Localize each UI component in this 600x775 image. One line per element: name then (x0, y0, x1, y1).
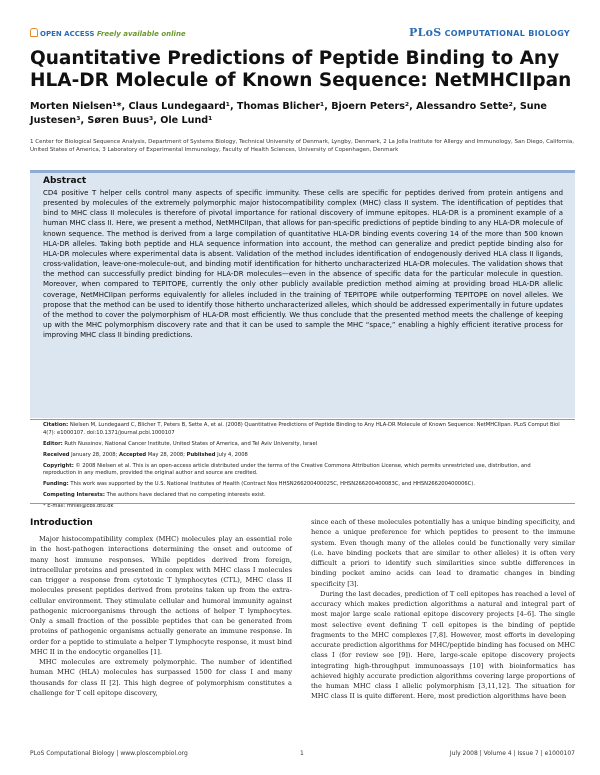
paragraph: MHC molecules are extremely polymorphic. The number of identified human MHC (HLA) molecules has surpassed 1500 for class I and many thousands for class II [2]. This high degree of polymorphism constitutes a challenge for T cell epitope discovery, (30, 658, 292, 697)
open-access-banner (30, 28, 186, 38)
dates (43, 452, 563, 460)
article-metadata (43, 422, 563, 514)
freely-available-label: Freely available online (96, 30, 186, 38)
editor-text: Ruth Nussinov, National Cancer Institute, United States of America, and Tel Aviv University, Israel (64, 440, 318, 447)
funding (43, 481, 563, 489)
footer-issue: July 2008 | Volume 4 | Issue 7 | e1000107 (449, 750, 575, 757)
article-title: Quantitative Predictions of Peptide Binding to Any HLA-DR Molecule of Known Sequence: NetMHCIIpan (30, 48, 572, 91)
competing-text: The authors have declared that no competing interests exist. (106, 492, 266, 498)
funding-text: This work was supported by the U.S. National Institutes of Health (Contract Nos HHSN266200400025C, HHSN266200400083C, and HHSN266200400006C). (70, 481, 475, 487)
page-number: 1 (300, 750, 304, 757)
citation (43, 422, 563, 437)
abstract-heading: Abstract (43, 176, 87, 186)
paragraph: During the last decades, prediction of T cell epitopes has reached a level of accuracy which makes prediction algorithms a natural and integral part of most major large scale rational epitope discovery projects [4–6]. The single most selective event defining T cell epitopes is the binding of peptide fragments to the MHC complexes [7,8]. However, most efforts in developing accurate prediction algorithms for MHC/peptide binding has focused on MHC class I (for review see [9]). Here, large-scale epitope discovery projects integrating high-throughput immunoassays [10] with bioinformatics has achieved highly accurate prediction algorithms covering large proportions of the human MHC class I allelic polymorphism [3,11,12]. The situation for MHC class II is quite different. Here, most prediction algorithms have been (311, 589, 575, 701)
email: * E-mail: mniel@cbs.dtu.dk (43, 503, 114, 509)
copyright-label: Copyright: (43, 462, 74, 469)
journal-logo (409, 26, 570, 39)
footer-journal: PLoS Computational Biology | www.ploscompbiol.org (30, 750, 188, 757)
accepted-date: May 28, 2008; (147, 451, 185, 458)
competing-interests (43, 492, 563, 500)
copyright-text: © 2008 Nielsen et al. This is an open-access article distributed under the terms of the Creative Commons Attribution License, which permits unrestricted use, distribution, and reproduction in any medium, provided the original author and source are credited. (43, 462, 531, 476)
body-column-right (311, 517, 575, 702)
open-access-lock-icon (30, 28, 38, 37)
journal-name: COMPUTATIONAL BIOLOGY (444, 29, 570, 38)
open-label: OPEN (40, 30, 62, 38)
author-list: Morten Nielsen¹*, Claus Lundegaard¹, Thomas Blicher¹, Bjoern Peters², Alessandro Sette², Sune Justesen³, Søren Buus³, Ole Lund¹ (30, 101, 547, 126)
accepted-label: Accepted (118, 451, 147, 458)
plos-label: PLoS (409, 26, 442, 39)
affiliations: 1 Center for Biological Sequence Analysis, Department of Systems Biology, Technical University of Denmark, Lyngby, Denmark, 2 La Jolla Institute for Allergy and Immunology, San Diego, California, United States of America, 3 Laboratory of Experimental Immunology, Faculty of Health Sciences, University of Copenhagen, Denmark (30, 139, 574, 153)
copyright (43, 463, 563, 478)
divider (30, 503, 575, 504)
editor-label: Editor: (43, 440, 63, 447)
editor (43, 441, 563, 449)
citation-label: Citation: (43, 422, 69, 428)
introduction-heading: Introduction (30, 518, 93, 528)
paragraph: since each of these molecules potentially has a unique binding specificity, and hence a unique preference for which peptides to present to the immune system. Even though many of the alleles could be functionally very similar (i.e. have binding pockets that are similar to other alleles) it is often very difficult a priori to identify such similarities since subtle differences in binding pocket amino acids can lead to dramatic changes in binding specificity [3]. (311, 518, 575, 588)
received-date: January 28, 2008; (71, 451, 118, 458)
page-header (0, 0, 600, 48)
body-column-left (30, 534, 292, 698)
published-label: Published (186, 451, 216, 458)
abstract-text: CD4 positive T helper cells control many aspects of specific immunity. These cells are specific for peptides derived from protein antigens and presented by molecules of the extremely polymorphic major histocompatibility complex (MHC) class II system. The identification of peptides that bind to MHC class II molecules is therefore of pivotal importance for rational discovery of immune epitopes. HLA-DR is a prominent example of a human MHC class II. Here, we present a method, NetMHCIIpan, that allows for pan-specific predictions of peptide binding to any HLA-DR molecule of known sequence. The method is derived from a large compilation of quantitative HLA-DR binding events covering 14 of the more than 500 known HLA-DR alleles. Taking both peptide and HLA sequence information into account, the method can generalize and predict peptide binding also for HLA-DR molecules where experimental data is absent. Validation of the method includes identification of endogenously derived HLA class II ligands, cross-validation, leave-one-molecule-out, and binding motif identification for hitherto uncharacterized HLA-DR molecules. The validation shows that the method can successfully predict binding for HLA-DR molecules—even in the absence of specific data for the particular molecule in question. Moreover, when compared to TEPITOPE, currently the only other publicly available prediction method aiming at providing broad HLA-DR allelic coverage, NetMHCIIpan performs equivalently for alleles included in the training of TEPITOPE while outperforming TEPITOPE on novel alleles. We propose that the method can be used to identify those hitherto uncharacterized alleles, which should be addressed experimentally in future updates of the method to cover the polymorphism of HLA-DR most efficiently. We thus conclude that the presented method meets the challenge of keeping up with the MHC polymorphism discovery rate and that it can be used to sample the MHC “space,” enabling a highly efficient iterative process for improving MHC class II binding predictions. (43, 189, 563, 340)
published-date: July 4, 2008 (217, 451, 248, 458)
divider (30, 419, 575, 420)
received-label: Received (43, 451, 70, 458)
access-label: ACCESS (64, 30, 95, 38)
citation-text: Nielsen M, Lundegaard C, Blicher T, Peters B, Sette A, et al. (2008) Quantitative Predictions of Peptide Binding to Any HLA-DR Molecule of Known Sequence: NetMHCIIpan. PLoS Comput Biol 4(7): e1000107. doi:10.1371/journal.pcbi.1000107 (43, 422, 560, 436)
paragraph: Major histocompatibility complex (MHC) molecules play an essential role in the host-pathogen interactions determining the onset and outcome of many host immune responses. While peptides derived from foreign, intracellular proteins and presented in complex with MHC class I molecules can trigger a response from cytotoxic T lymphocytes (CTL), MHC class II molecules present peptides derived from proteins taken up from the extra-cellular environment. They stimulate cellular and humoral immunity against pathogenic microorganisms through the actions of helper T lymphocytes. Only a small fraction of the possible peptides that can be generated from proteins of pathogenic organisms actually generate an immune response. In order for a peptide to stimulate a helper T lymphocyte response, it must bind MHC II in the endocytic organelles [1]. (30, 535, 292, 656)
competing-label: Competing Interests: (43, 492, 105, 498)
funding-label: Funding: (43, 481, 69, 487)
